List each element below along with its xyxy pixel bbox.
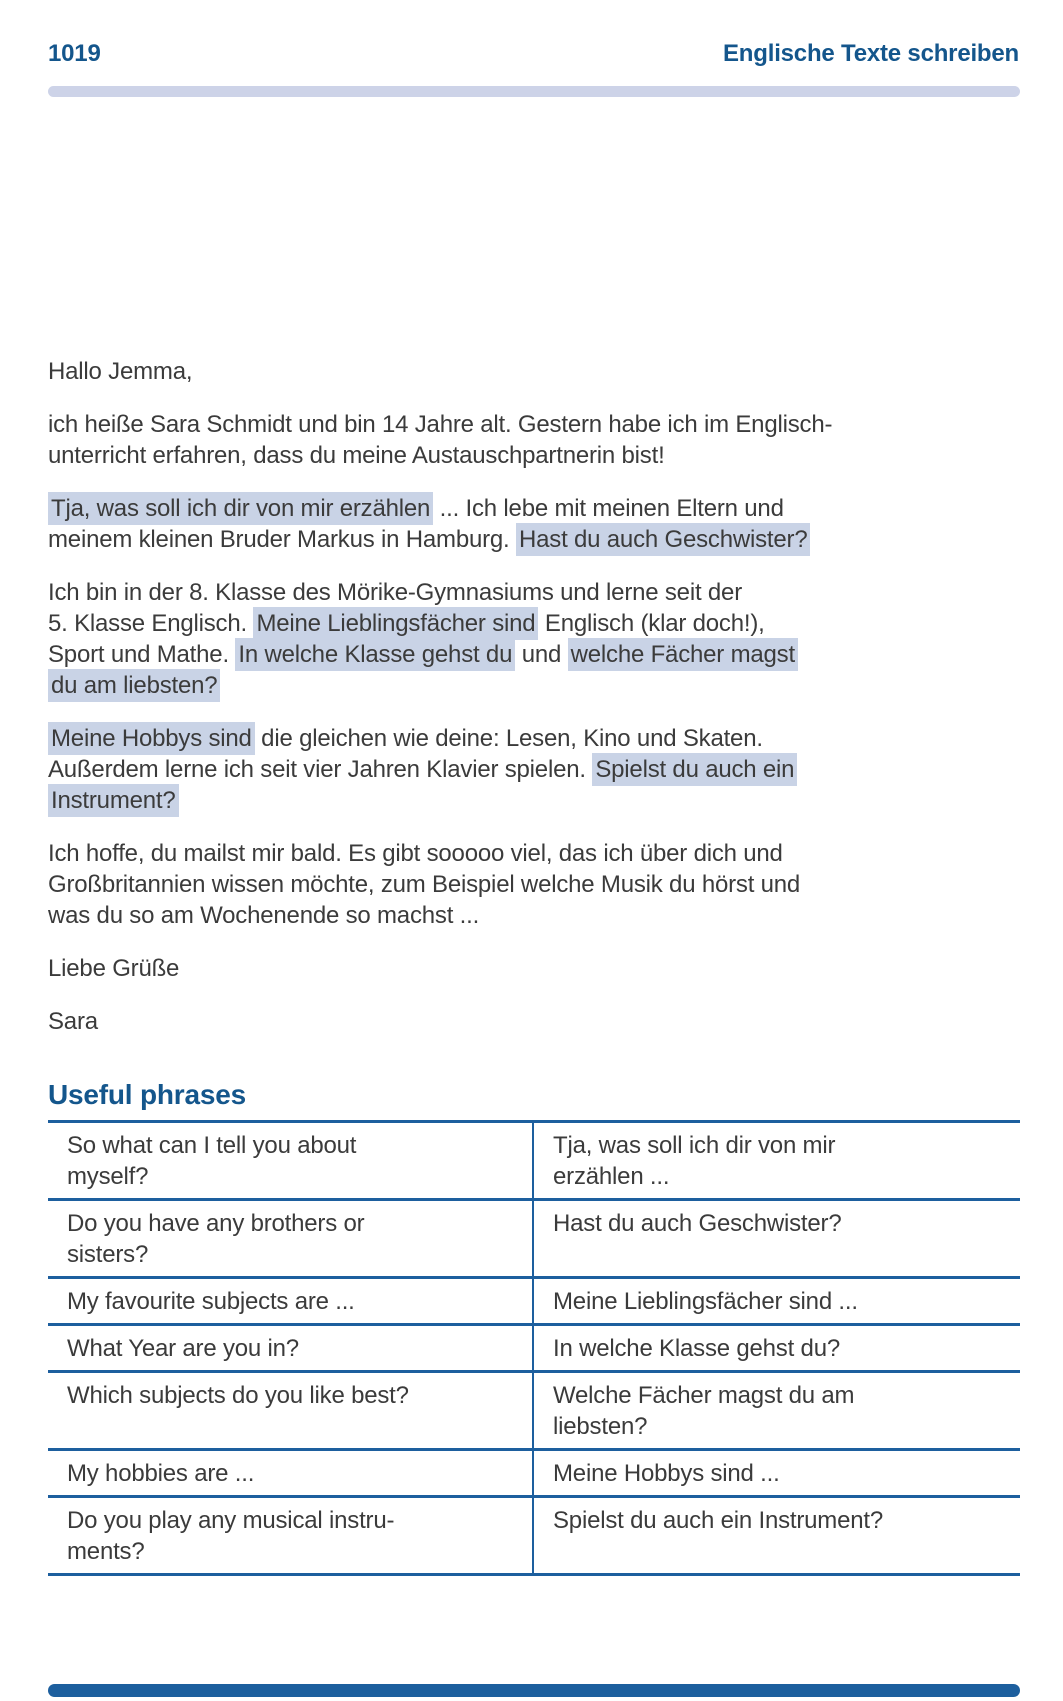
letter-text: was du so am Wochenende so machst ... (48, 902, 480, 929)
letter-text: Englisch (klar doch!), (538, 610, 765, 637)
phrase-cell-german: Meine Lieblingsfächer sind ... (533, 1278, 1020, 1325)
phrase-cell-english: Do you have any brothers or sisters? (48, 1200, 533, 1278)
phrase-cell-english: So what can I tell you about myself? (48, 1122, 533, 1200)
phrase-cell-english: My favourite subjects are ... (48, 1278, 533, 1325)
letter-paragraph (48, 953, 1019, 984)
phrase-row (48, 1200, 1020, 1278)
phrase-cell-english: What Year are you in? (48, 1325, 533, 1372)
phrase-cell-german: Tja, was soll ich dir von mir erzählen ... (533, 1122, 1020, 1200)
highlighted-phrase: du am liebsten? (48, 669, 220, 702)
letter-paragraph (48, 838, 1019, 931)
phrase-cell-german: In welche Klasse gehst du? (533, 1325, 1020, 1372)
phrase-row (48, 1278, 1020, 1325)
letter-text: ich heiße Sara Schmidt und bin 14 Jahre alt. Gestern habe ich im Englisch- (48, 411, 833, 438)
phrase-cell-german: Spielst du auch ein Instrument? (533, 1497, 1020, 1575)
letter-text: Großbritannien wissen möchte, zum Beispiel welche Musik du hörst und (48, 871, 801, 898)
highlighted-phrase: Hast du auch Geschwister? (516, 523, 810, 556)
phrase-row (48, 1497, 1020, 1575)
highlighted-phrase: Meine Lieblingsfächer sind (253, 607, 538, 640)
letter (48, 356, 1019, 1037)
highlighted-phrase: In welche Klasse gehst du (235, 638, 515, 671)
phrase-cell-german: Hast du auch Geschwister? (533, 1200, 1020, 1278)
highlighted-phrase: Tja, was soll ich dir von mir erzählen (48, 492, 433, 525)
letter-text: Hallo Jemma, (48, 358, 193, 385)
page-header (0, 0, 1063, 68)
letter-text: unterricht erfahren, dass du meine Austauschpartnerin bist! (48, 442, 665, 469)
letter-text: Sara (48, 1008, 98, 1035)
phrase-row (48, 1450, 1020, 1497)
letter-paragraph (48, 356, 1019, 387)
letter-text: die gleichen wie deine: Lesen, Kino und Skaten. (254, 725, 763, 752)
letter-text: meinem kleinen Bruder Markus in Hamburg. (48, 526, 516, 553)
letter-text: Sport und Mathe. (48, 641, 236, 668)
phrase-cell-english: Which subjects do you like best? (48, 1372, 533, 1450)
phrase-cell-german: Welche Fächer magst du am liebsten? (533, 1372, 1020, 1450)
letter-paragraph (48, 577, 1019, 701)
phrase-cell-english: My hobbies are ... (48, 1450, 533, 1497)
page-header-title: Englische Texte schreiben (723, 40, 1019, 67)
phrase-cell-german: Meine Hobbys sind ... (533, 1450, 1020, 1497)
highlighted-phrase: Instrument? (48, 784, 179, 817)
highlighted-phrase: Spielst du auch ein (592, 753, 797, 786)
phrase-row (48, 1372, 1020, 1450)
letter-paragraph (48, 493, 1019, 555)
page-number: 1019 (48, 40, 101, 67)
letter-text: und (515, 641, 568, 668)
useful-phrases-rows (48, 1122, 1020, 1575)
letter-text: 5. Klasse Englisch. (48, 610, 254, 637)
letter-text: Ich bin in der 8. Klasse des Mörike-Gymnasiums und lerne seit der (48, 579, 742, 606)
letter-paragraph (48, 723, 1019, 816)
letter-paragraph (48, 1006, 1019, 1037)
phrase-row (48, 1122, 1020, 1200)
highlighted-phrase: welche Fächer magst (568, 638, 798, 671)
phrase-row (48, 1325, 1020, 1372)
useful-phrases-table (48, 1120, 1020, 1576)
letter-text: Liebe Grüße (48, 955, 180, 982)
letter-text: ... Ich lebe mit meinen Eltern und (433, 495, 784, 522)
letter-text: Ich hoffe, du mailst mir bald. Es gibt sooooo viel, das ich über dich und (48, 840, 783, 867)
header-rule-bar (48, 86, 1020, 97)
letter-text: Außerdem lerne ich seit vier Jahren Klavier spielen. (48, 756, 593, 783)
highlighted-phrase: Meine Hobbys sind (48, 722, 255, 755)
phrase-cell-english: Do you play any musical instru- ments? (48, 1497, 533, 1575)
letter-paragraph (48, 409, 1019, 471)
footer-rule-bar (48, 1684, 1020, 1697)
useful-phrases-heading: Useful phrases (48, 1079, 246, 1110)
